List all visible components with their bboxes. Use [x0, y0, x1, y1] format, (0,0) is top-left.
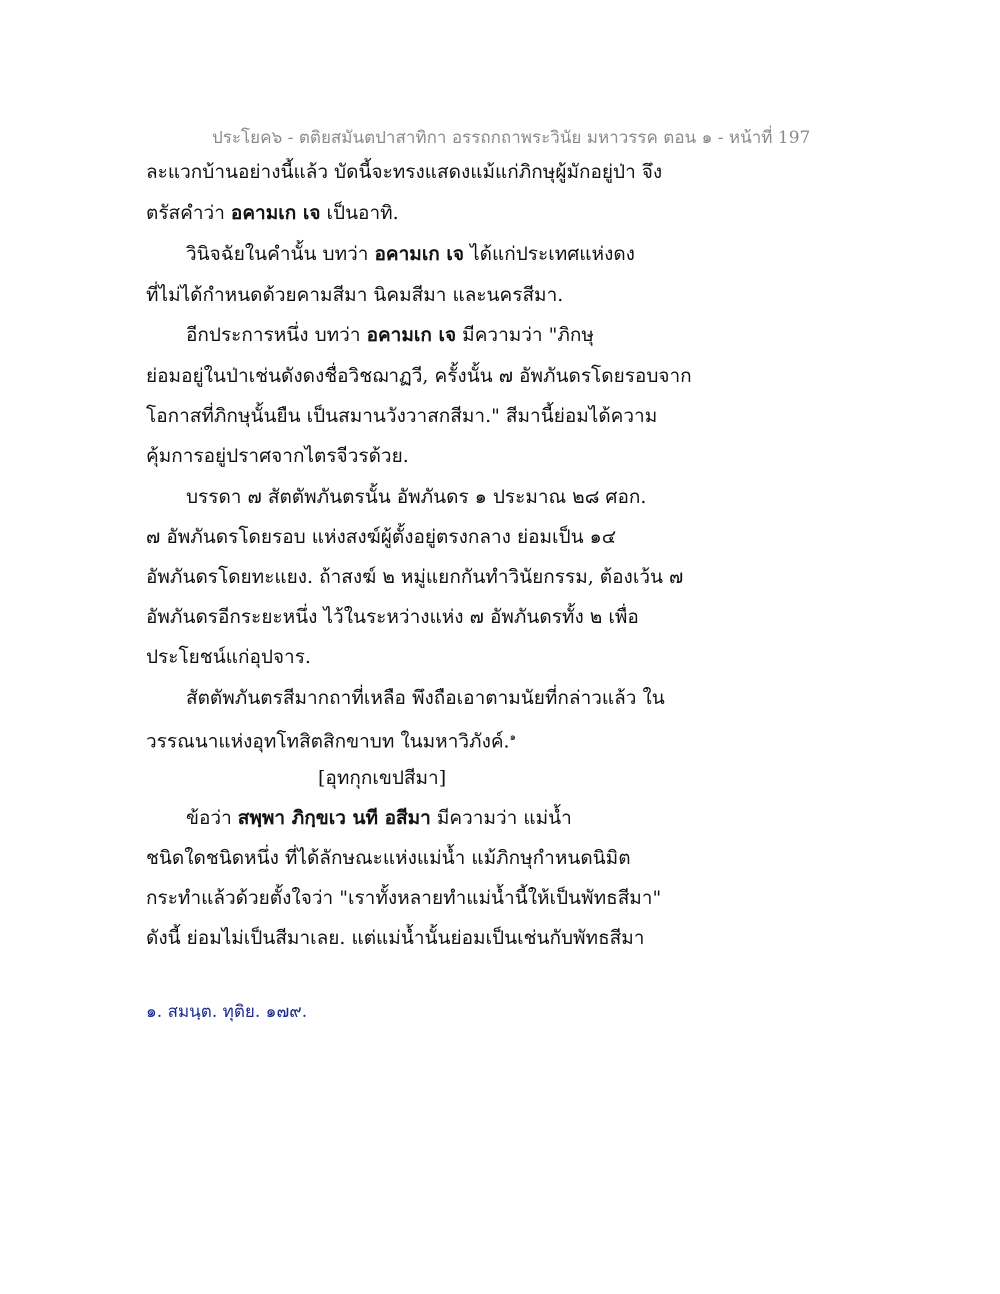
- text-segment: อีกประการหนึ่ง บทว่า: [186, 324, 367, 346]
- text-line-19: กระทำแล้วด้วยตั้งใจว่า "เราทั้งหลายทำแม่น้ำนี้ให้เป็นพัทธสีมา": [146, 887, 662, 909]
- text-line-11: อัพภันดรโดยทะแยง. ถ้าสงฆ์ ๒ หมู่แยกกันทำวินัยกรรม, ต้องเว้น ๗: [146, 566, 684, 588]
- text-segment: วรรณนาแห่งอุทโทสิตสิกขาบท ในมหาวิภังค์.: [146, 730, 510, 753]
- text-line-18: ชนิดใดชนิดหนึ่ง ที่ได้ลักษณะแห่งแม่น้ำ แม้ภิกษุกำหนดนิมิต: [146, 847, 631, 869]
- text-line-4: ที่ไม่ได้กำหนดด้วยคามสีมา นิคมสีมา และนครสีมา.: [146, 284, 564, 306]
- text-line-9: บรรดา ๗ สัตตัพภันตรนั้น อัพภันดร ๑ ประมาณ ๒๘ ศอก.: [186, 486, 647, 508]
- text-line-17: [186, 806, 572, 830]
- text-segment: มีความว่า "ภิกษุ: [456, 324, 594, 346]
- pali-term: อคามเก เจ: [230, 202, 321, 224]
- footnote: ๑. สมนฺต. ทุติย. ๑๗๙.: [146, 1002, 308, 1022]
- text-line-20: ดังนี้ ย่อมไม่เป็นสีมาเลย. แต่แม่น้ำนั้นย่อมเป็นเช่นกับพัทธสีมา: [146, 927, 645, 949]
- text-line-5: [186, 323, 594, 347]
- text-line-10: ๗ อัพภันดรโดยรอบ แห่งสงฆ์ผู้ตั้งอยู่ตรงกลาง ย่อมเป็น ๑๔: [146, 526, 617, 548]
- text-line-3: [186, 242, 635, 266]
- page-header: ประโยค๖ - ตติยสมันตปาสาทิกา อรรถกถาพระวินัย มหาวรรค ตอน ๑ - หน้าที่ 197: [212, 128, 811, 148]
- text-line-8: คุ้มการอยู่ปราศจากไตรจีวรด้วย.: [146, 445, 409, 467]
- text-segment: ได้แก่ประเทศแห่งดง: [464, 243, 635, 265]
- footnote-marker: ๑: [509, 732, 516, 743]
- text-line-15: [146, 726, 516, 753]
- text-segment: ตรัสคำว่า: [146, 202, 231, 224]
- text-segment: ข้อว่า: [186, 807, 238, 829]
- section-heading: [อุทกุกเขปสีมา]: [318, 767, 447, 789]
- pali-term: สพฺพา ภิกฺขเว นที อสีมา: [237, 807, 431, 829]
- text-line-6: ย่อมอยู่ในป่าเช่นดังดงชื่อวิชฌาฏวี, ครั้งนั้น ๗ อัพภันดรโดยรอบจาก: [146, 365, 692, 387]
- text-line-7: โอกาสที่ภิกษุนั้นยืน เป็นสมานวังวาสกสีมา." สีมานี้ย่อมได้ความ: [146, 405, 658, 427]
- text-segment: วินิจฉัยในคำนั้น บทว่า: [186, 243, 375, 265]
- text-line-13: ประโยชน์แก่อุปจาร.: [146, 646, 311, 668]
- text-line-12: อัพภันดรอีกระยะหนึ่ง ไว้ในระหว่างแห่ง ๗ อัพภันดรทั้ง ๒ เพื่อ: [146, 606, 639, 628]
- text-segment: เป็นอาทิ.: [320, 202, 399, 224]
- pali-term: อคามเก เจ: [374, 243, 465, 265]
- pali-term: อคามเก เจ: [366, 324, 457, 346]
- text-line-2: [146, 201, 399, 225]
- text-line-14: สัตตัพภันตรสีมากถาที่เหลือ พึงถือเอาตามนัยที่กล่าวแล้ว ใน: [186, 687, 665, 709]
- text-line-1: ละแวกบ้านอย่างนี้แล้ว บัดนี้จะทรงแสดงแม้แก่ภิกษุผู้มักอยู่ป่า จึง: [146, 161, 663, 183]
- text-segment: มีความว่า แม่น้ำ: [430, 807, 572, 829]
